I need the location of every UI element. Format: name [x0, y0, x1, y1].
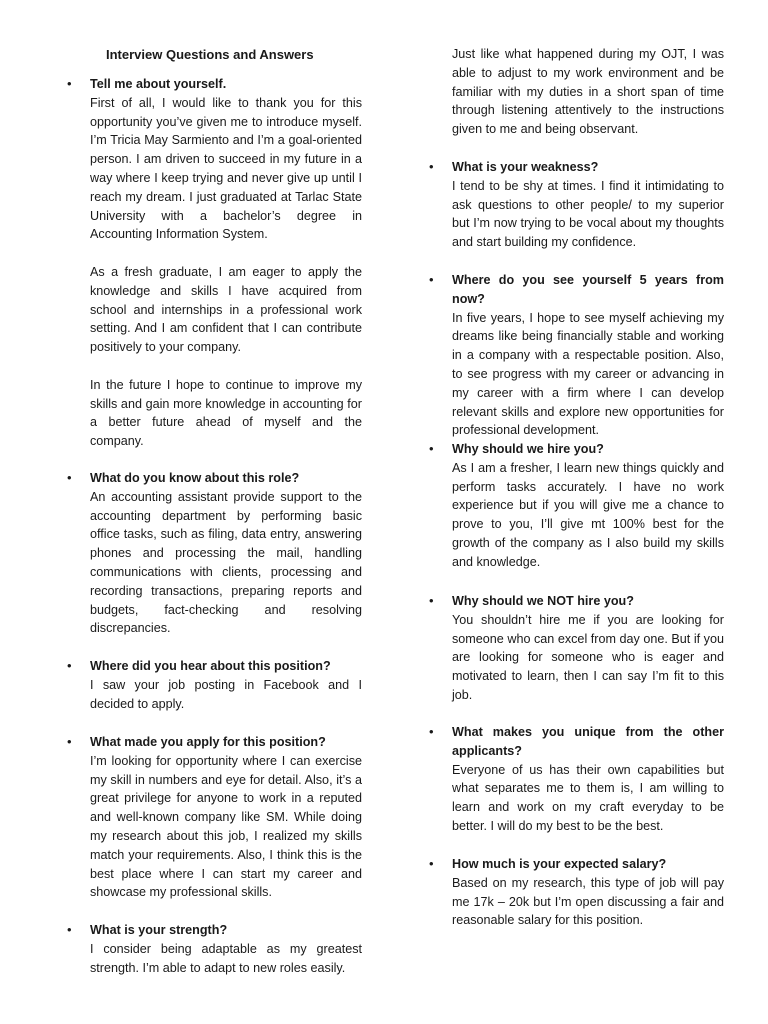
- qa-item: [67, 469, 362, 638]
- bullet-icon: •: [67, 658, 72, 673]
- question: Tell me about yourself.: [90, 77, 227, 91]
- question: Where did you hear about this position?: [90, 659, 331, 673]
- document-title: Interview Questions and Answers: [106, 47, 314, 62]
- bullet-icon: •: [429, 159, 434, 174]
- answer: As I am a fresher, I learn new things quickly and perform tasks accurately. I have no work experience but if you will give me a chance to prove to you, I’ll give mt 100% best for the growth of the company as I also build my skills and knowledge.: [452, 460, 724, 569]
- answer: I tend to be shy at times. I find it intimidating to ask questions to other people/ to my superior but I’m now trying to be vocal about my thoughts and start building my confidence.: [452, 178, 724, 250]
- answer: You shouldn’t hire me if you are looking for someone who can excel from day one. But if you are looking for someone who is eager and motivated to learn, then I can say I’m fit to this job.: [452, 612, 724, 702]
- qa-item: [67, 921, 362, 977]
- answer: As a fresh graduate, I am eager to apply the knowledge and skills I have acquired from school and internships in a professional work setting. And I am confident that I can contribute positively to your company.: [90, 264, 362, 355]
- qa-item: [429, 723, 724, 836]
- answer: First of all, I would like to thank you for this opportunity you’ve given me to introduce myself. I’m Tricia May Sarmiento and I’m a goal-oriented person. I am driven to succeed in my future in a way where I keep trying and never give up until I reach my dream. I just graduated at Tarlac State University with a bachelor’s degree in Accounting Information System.: [90, 95, 362, 242]
- answer: Everyone of us has their own capabilities but what separates me to them is, I am willing to learn and work on my craft everyday to be better. I will do my best to be the best.: [452, 762, 724, 833]
- answer: Based on my research, this type of job will pay me 17k – 20k but I’m open discussing a fair and reasonable salary for this position.: [452, 875, 724, 928]
- qa-item: [429, 855, 724, 930]
- question: What is your weakness?: [452, 160, 599, 174]
- qa-item: [429, 440, 724, 572]
- question: What makes you unique from the other applicants?: [452, 725, 724, 758]
- qa-item: [67, 75, 362, 451]
- qa-item: [429, 592, 724, 705]
- question: Why should we NOT hire you?: [452, 594, 634, 608]
- question: What is your strength?: [90, 923, 228, 937]
- question: Why should we hire you?: [452, 442, 604, 456]
- bullet-icon: •: [67, 470, 72, 485]
- bullet-icon: •: [429, 441, 434, 456]
- question: What do you know about this role?: [90, 471, 300, 485]
- qa-item: [429, 271, 724, 440]
- answer: In the future I hope to continue to improve my skills and gain more knowledge in accounting for a better future ahead of myself and the company.: [90, 377, 362, 449]
- question: Where do you see yourself 5 years from now?: [452, 273, 724, 306]
- qa-item: [67, 733, 362, 902]
- bullet-icon: •: [429, 724, 434, 739]
- bullet-icon: •: [429, 593, 434, 608]
- answer: I’m looking for opportunity where I can exercise my skill in numbers and eye for detail. Also, it’s a great privilege for anyone to work in a reputed and well-known company like SM. While doing my research about this job, I realized my skills match your requirements. Also, I think this is the best place where I can start my career and showcase my professional skills.: [90, 753, 362, 900]
- answer: I consider being adaptable as my greatest strength. I’m able to adapt to new roles easily.: [90, 941, 362, 975]
- answer: An accounting assistant provide support to the accounting department by performing basic office tasks, such as filing, data entry, answering phones and processing the mail, handling communications with clients, processing and recording transactions, preparing reports and budgets, fact-checking and resolving discrepancies.: [90, 489, 362, 636]
- bullet-icon: •: [67, 922, 72, 937]
- bullet-icon: •: [429, 856, 434, 871]
- answer: I saw your job posting in Facebook and I decided to apply.: [90, 677, 362, 711]
- answer: In five years, I hope to see myself achieving my dreams like being financially stable and working in a company with a respectable position. Also, to see progress with my career or advancing in my career with a firm where I can develop relevant skills and explore new opportunities for professional development.: [452, 310, 724, 438]
- qa-item: [429, 158, 724, 252]
- continued-answer: Just like what happened during my OJT, I was able to adjust to my work environment and be familiar with my duties in a short span of time through listening attentively to the instructions given to me and being observant.: [452, 47, 724, 137]
- bullet-icon: •: [67, 734, 72, 749]
- bullet-icon: •: [429, 272, 434, 287]
- question: What made you apply for this position?: [90, 735, 326, 749]
- bullet-icon: •: [67, 76, 72, 91]
- question: How much is your expected salary?: [452, 857, 667, 871]
- qa-item: [67, 657, 362, 713]
